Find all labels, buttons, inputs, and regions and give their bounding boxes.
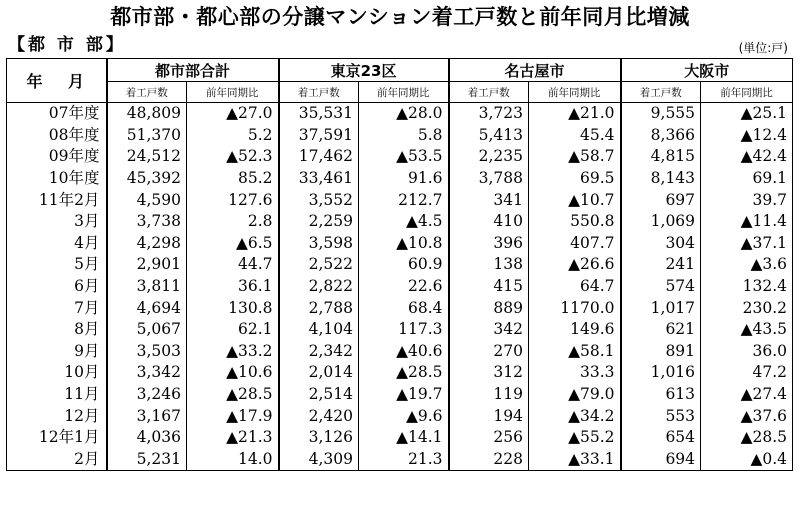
- starts-cell: 1,016: [621, 362, 701, 384]
- yoy-cell: 14.0: [187, 449, 279, 471]
- starts-cell: 3,788: [449, 168, 529, 190]
- starts-cell: 194: [449, 405, 529, 427]
- period-cell: 5月: [7, 254, 107, 276]
- starts-cell: 2,522: [279, 254, 359, 276]
- starts-cell: 119: [449, 384, 529, 406]
- table-row: [7, 449, 793, 471]
- subheader-starts: 着工戸数: [107, 82, 187, 103]
- starts-cell: 3,167: [107, 405, 187, 427]
- starts-cell: 2,259: [279, 211, 359, 233]
- yoy-cell: ▲3.6: [701, 254, 793, 276]
- yoy-cell: ▲27.0: [187, 103, 279, 125]
- starts-cell: 33,461: [279, 168, 359, 190]
- yoy-cell: ▲10.6: [187, 362, 279, 384]
- yoy-cell: ▲27.4: [701, 384, 793, 406]
- yoy-cell: 69.5: [529, 168, 621, 190]
- yoy-cell: ▲58.7: [529, 146, 621, 168]
- period-cell: 7月: [7, 297, 107, 319]
- starts-cell: 694: [621, 449, 701, 471]
- starts-cell: 1,017: [621, 297, 701, 319]
- period-cell: 11月: [7, 384, 107, 406]
- yoy-cell: 21.3: [359, 449, 449, 471]
- unit-label: (単位:戸): [738, 41, 788, 55]
- yoy-cell: 149.6: [529, 319, 621, 341]
- region-header-osaka: 大阪市: [621, 59, 793, 82]
- yoy-cell: ▲43.5: [701, 319, 793, 341]
- period-cell: 2月: [7, 449, 107, 471]
- table-row: [7, 362, 793, 384]
- starts-cell: 3,342: [107, 362, 187, 384]
- table-row: [7, 189, 793, 211]
- starts-cell: 4,036: [107, 427, 187, 449]
- period-cell: 6月: [7, 276, 107, 298]
- starts-cell: 270: [449, 341, 529, 363]
- starts-cell: 9,555: [621, 103, 701, 125]
- yoy-cell: ▲12.4: [701, 125, 793, 147]
- yoy-cell: ▲6.5: [187, 233, 279, 255]
- year-month-header: 年 月: [7, 59, 107, 103]
- subheader-yoy: 前年同期比: [359, 82, 449, 103]
- region-header-tokyo23: 東京23区: [279, 59, 449, 82]
- starts-cell: 2,235: [449, 146, 529, 168]
- yoy-cell: 132.4: [701, 276, 793, 298]
- starts-cell: 1,069: [621, 211, 701, 233]
- period-cell: 12月: [7, 405, 107, 427]
- starts-cell: 621: [621, 319, 701, 341]
- yoy-cell: ▲9.6: [359, 405, 449, 427]
- page-title: 都市部・都心部の分譲マンション着工戸数と前年同月比増減: [110, 5, 690, 29]
- table-row: [7, 427, 793, 449]
- table-row: [7, 168, 793, 190]
- yoy-cell: 550.8: [529, 211, 621, 233]
- yoy-cell: 44.7: [187, 254, 279, 276]
- starts-cell: 138: [449, 254, 529, 276]
- table-row: [7, 297, 793, 319]
- yoy-cell: ▲17.9: [187, 405, 279, 427]
- period-cell: 10年度: [7, 168, 107, 190]
- starts-cell: 8,143: [621, 168, 701, 190]
- starts-cell: 2,901: [107, 254, 187, 276]
- starts-cell: 5,413: [449, 125, 529, 147]
- starts-cell: 891: [621, 341, 701, 363]
- yoy-cell: 2.8: [187, 211, 279, 233]
- yoy-cell: ▲4.5: [359, 211, 449, 233]
- starts-cell: 3,552: [279, 189, 359, 211]
- yoy-cell: ▲33.2: [187, 341, 279, 363]
- yoy-cell: ▲37.6: [701, 405, 793, 427]
- subheader-starts: 着工戸数: [621, 82, 701, 103]
- yoy-cell: ▲52.3: [187, 146, 279, 168]
- yoy-cell: ▲28.5: [187, 384, 279, 406]
- starts-cell: 4,298: [107, 233, 187, 255]
- subheader-yoy: 前年同期比: [529, 82, 621, 103]
- region-header-nagoya: 名古屋市: [449, 59, 621, 82]
- yoy-cell: ▲79.0: [529, 384, 621, 406]
- yoy-cell: 5.8: [359, 125, 449, 147]
- starts-cell: 2,822: [279, 276, 359, 298]
- table-row: [7, 233, 793, 255]
- period-cell: 07年度: [7, 103, 107, 125]
- yoy-cell: 69.1: [701, 168, 793, 190]
- yoy-cell: 5.2: [187, 125, 279, 147]
- starts-cell: 4,309: [279, 449, 359, 471]
- region-header-urban-total: 都市部合計: [107, 59, 279, 82]
- section-label: 【都 市 部】: [8, 35, 126, 55]
- yoy-cell: 64.7: [529, 276, 621, 298]
- table-body: [7, 103, 793, 471]
- yoy-cell: ▲42.4: [701, 146, 793, 168]
- yoy-cell: ▲21.3: [187, 427, 279, 449]
- yoy-cell: ▲58.1: [529, 341, 621, 363]
- yoy-cell: ▲10.7: [529, 189, 621, 211]
- table-row: [7, 384, 793, 406]
- starts-cell: 3,738: [107, 211, 187, 233]
- starts-cell: 415: [449, 276, 529, 298]
- subheader-starts: 着工戸数: [449, 82, 529, 103]
- starts-cell: 3,503: [107, 341, 187, 363]
- starts-cell: 2,788: [279, 297, 359, 319]
- yoy-cell: 39.7: [701, 189, 793, 211]
- starts-cell: 2,014: [279, 362, 359, 384]
- yoy-cell: ▲28.0: [359, 103, 449, 125]
- yoy-cell: 91.6: [359, 168, 449, 190]
- yoy-cell: 130.8: [187, 297, 279, 319]
- yoy-cell: 85.2: [187, 168, 279, 190]
- yoy-cell: ▲19.7: [359, 384, 449, 406]
- yoy-cell: ▲40.6: [359, 341, 449, 363]
- table-row: [7, 405, 793, 427]
- yoy-cell: ▲14.1: [359, 427, 449, 449]
- starts-cell: 17,462: [279, 146, 359, 168]
- data-table: [6, 58, 793, 471]
- starts-cell: 48,809: [107, 103, 187, 125]
- yoy-cell: ▲11.4: [701, 211, 793, 233]
- starts-cell: 5,067: [107, 319, 187, 341]
- starts-cell: 2,342: [279, 341, 359, 363]
- table-row: [7, 254, 793, 276]
- yoy-cell: 1170.0: [529, 297, 621, 319]
- yoy-cell: 47.2: [701, 362, 793, 384]
- yoy-cell: 62.1: [187, 319, 279, 341]
- yoy-cell: 22.6: [359, 276, 449, 298]
- period-cell: 11年2月: [7, 189, 107, 211]
- subheader-yoy: 前年同期比: [187, 82, 279, 103]
- yoy-cell: ▲53.5: [359, 146, 449, 168]
- starts-cell: 4,694: [107, 297, 187, 319]
- period-cell: 8月: [7, 319, 107, 341]
- starts-cell: 241: [621, 254, 701, 276]
- starts-cell: 654: [621, 427, 701, 449]
- yoy-cell: ▲55.2: [529, 427, 621, 449]
- starts-cell: 51,370: [107, 125, 187, 147]
- yoy-cell: ▲10.8: [359, 233, 449, 255]
- yoy-cell: 36.1: [187, 276, 279, 298]
- period-cell: 12年1月: [7, 427, 107, 449]
- starts-cell: 228: [449, 449, 529, 471]
- yoy-cell: 45.4: [529, 125, 621, 147]
- yoy-cell: 212.7: [359, 189, 449, 211]
- yoy-cell: 33.3: [529, 362, 621, 384]
- starts-cell: 3,723: [449, 103, 529, 125]
- starts-cell: 304: [621, 233, 701, 255]
- starts-cell: 4,104: [279, 319, 359, 341]
- yoy-cell: 36.0: [701, 341, 793, 363]
- yoy-cell: 60.9: [359, 254, 449, 276]
- starts-cell: 5,231: [107, 449, 187, 471]
- yoy-cell: ▲34.2: [529, 405, 621, 427]
- yoy-cell: 117.3: [359, 319, 449, 341]
- yoy-cell: 127.6: [187, 189, 279, 211]
- table-row: [7, 146, 793, 168]
- starts-cell: 3,126: [279, 427, 359, 449]
- table-row: [7, 276, 793, 298]
- subheader-yoy: 前年同期比: [701, 82, 793, 103]
- yoy-cell: ▲33.1: [529, 449, 621, 471]
- table-row: [7, 341, 793, 363]
- yoy-cell: ▲26.6: [529, 254, 621, 276]
- starts-cell: 3,598: [279, 233, 359, 255]
- yoy-cell: ▲25.1: [701, 103, 793, 125]
- starts-cell: 37,591: [279, 125, 359, 147]
- period-cell: 4月: [7, 233, 107, 255]
- starts-cell: 342: [449, 319, 529, 341]
- starts-cell: 2,420: [279, 405, 359, 427]
- starts-cell: 553: [621, 405, 701, 427]
- table-row: [7, 103, 793, 125]
- starts-cell: 2,514: [279, 384, 359, 406]
- yoy-cell: 68.4: [359, 297, 449, 319]
- period-cell: 08年度: [7, 125, 107, 147]
- period-cell: 9月: [7, 341, 107, 363]
- starts-cell: 4,815: [621, 146, 701, 168]
- period-cell: 3月: [7, 211, 107, 233]
- yoy-cell: ▲21.0: [529, 103, 621, 125]
- starts-cell: 574: [621, 276, 701, 298]
- starts-cell: 889: [449, 297, 529, 319]
- starts-cell: 410: [449, 211, 529, 233]
- subheader-starts: 着工戸数: [279, 82, 359, 103]
- starts-cell: 24,512: [107, 146, 187, 168]
- starts-cell: 35,531: [279, 103, 359, 125]
- yoy-cell: 407.7: [529, 233, 621, 255]
- starts-cell: 613: [621, 384, 701, 406]
- starts-cell: 256: [449, 427, 529, 449]
- period-cell: 09年度: [7, 146, 107, 168]
- yoy-cell: ▲28.5: [701, 427, 793, 449]
- table-row: [7, 211, 793, 233]
- starts-cell: 3,246: [107, 384, 187, 406]
- starts-cell: 341: [449, 189, 529, 211]
- starts-cell: 8,366: [621, 125, 701, 147]
- yoy-cell: ▲0.4: [701, 449, 793, 471]
- starts-cell: 396: [449, 233, 529, 255]
- yoy-cell: 230.2: [701, 297, 793, 319]
- starts-cell: 45,392: [107, 168, 187, 190]
- starts-cell: 4,590: [107, 189, 187, 211]
- starts-cell: 312: [449, 362, 529, 384]
- yoy-cell: ▲28.5: [359, 362, 449, 384]
- yoy-cell: ▲37.1: [701, 233, 793, 255]
- table-row: [7, 125, 793, 147]
- period-cell: 10月: [7, 362, 107, 384]
- starts-cell: 3,811: [107, 276, 187, 298]
- starts-cell: 697: [621, 189, 701, 211]
- table-row: [7, 319, 793, 341]
